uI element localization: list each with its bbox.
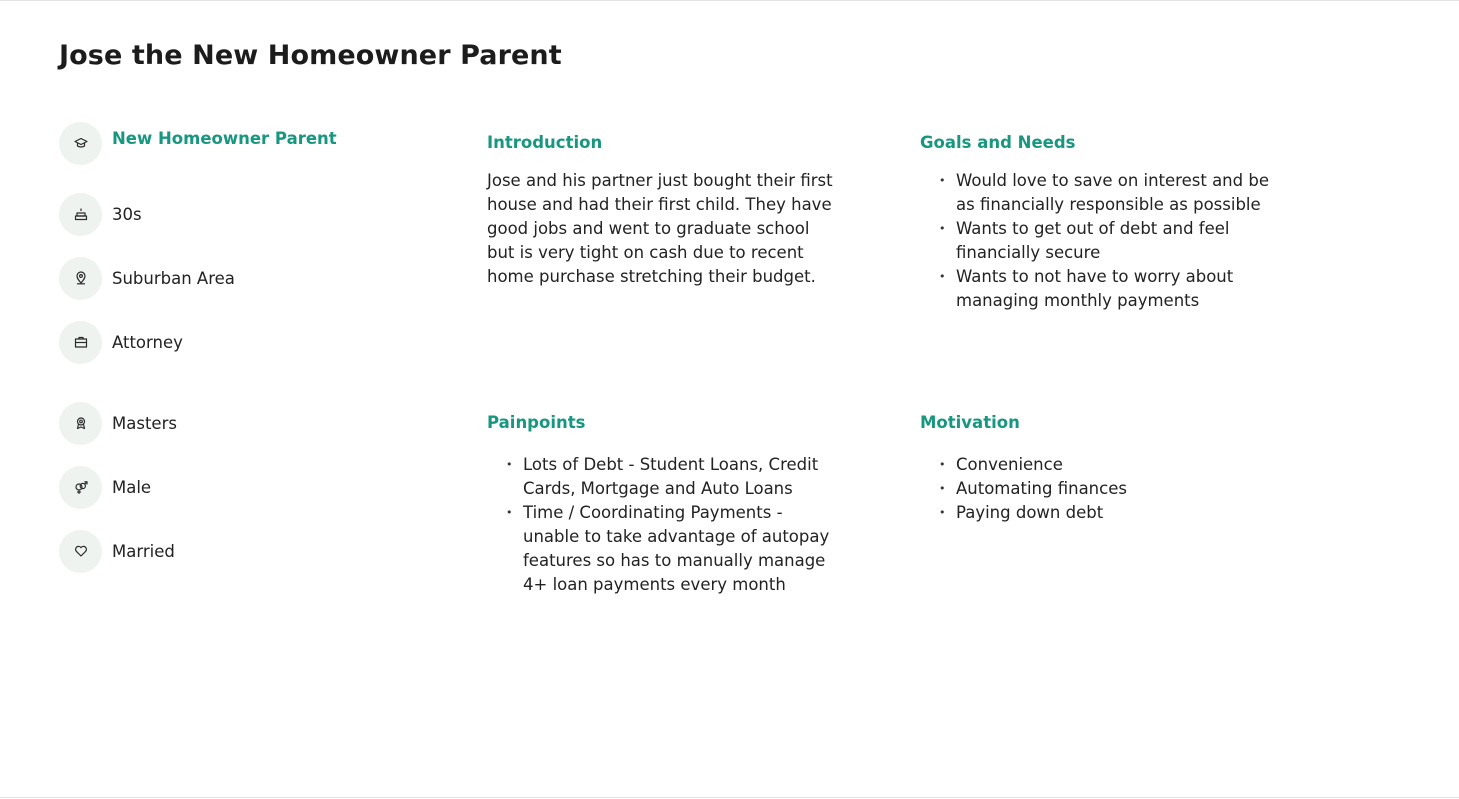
attribute-persona-type	[59, 121, 337, 165]
attribute-gender	[59, 465, 151, 509]
list-item: • Automating finances	[920, 477, 1270, 501]
heart-icon	[59, 530, 102, 573]
attribute-occupation	[59, 320, 183, 364]
award-icon	[59, 402, 102, 445]
list-item: • Wants to not have to worry about managing monthly payments	[920, 265, 1270, 313]
attribute-education	[59, 401, 177, 445]
goals-list	[920, 169, 1270, 313]
painpoints-section	[487, 413, 837, 597]
list-item: • Convenience	[920, 453, 1270, 477]
introduction-section	[487, 133, 837, 289]
attribute-location	[59, 256, 235, 300]
page-title: Jose the New Homeowner Parent	[59, 40, 562, 71]
attribute-label: Attorney	[112, 332, 183, 352]
top-divider	[0, 0, 1459, 1]
list-item: • Time / Coordinating Payments - unable to take advantage of autopay features so has to manually manage 4+ loan payments every month	[487, 501, 837, 597]
list-item: • Paying down debt	[920, 501, 1270, 525]
list-item: • Would love to save on interest and be as financially responsible as possible	[920, 169, 1270, 217]
list-item: • Lots of Debt - Student Loans, Credit Cards, Mortgage and Auto Loans	[487, 453, 837, 501]
attribute-age	[59, 192, 142, 236]
location-pin-icon	[59, 257, 102, 300]
goals-section	[920, 133, 1270, 313]
painpoints-heading: Painpoints	[487, 413, 586, 432]
graduation-cap-icon	[59, 122, 102, 165]
attribute-label: Married	[112, 541, 175, 561]
bottom-divider	[0, 797, 1459, 798]
attribute-label: New Homeowner Parent	[112, 128, 337, 148]
introduction-heading: Introduction	[487, 133, 603, 152]
cake-icon	[59, 193, 102, 236]
painpoints-list	[487, 453, 837, 597]
motivation-section	[920, 413, 1270, 525]
briefcase-icon	[59, 321, 102, 364]
motivation-list	[920, 453, 1270, 525]
attribute-label: Suburban Area	[112, 268, 235, 288]
attribute-marital-status	[59, 529, 175, 573]
motivation-heading: Motivation	[920, 413, 1020, 432]
introduction-text: Jose and his partner just bought their first house and had their first child. They have good jobs and went to graduate school but is very tight on cash due to recent home purchase stretching their budget.	[487, 171, 833, 286]
goals-heading: Goals and Needs	[920, 133, 1076, 152]
attribute-label: Masters	[112, 413, 177, 433]
list-item: • Wants to get out of debt and feel financially secure	[920, 217, 1270, 265]
attribute-label: Male	[112, 477, 152, 497]
attribute-label: 30s	[112, 204, 142, 224]
gender-icon	[59, 466, 102, 509]
